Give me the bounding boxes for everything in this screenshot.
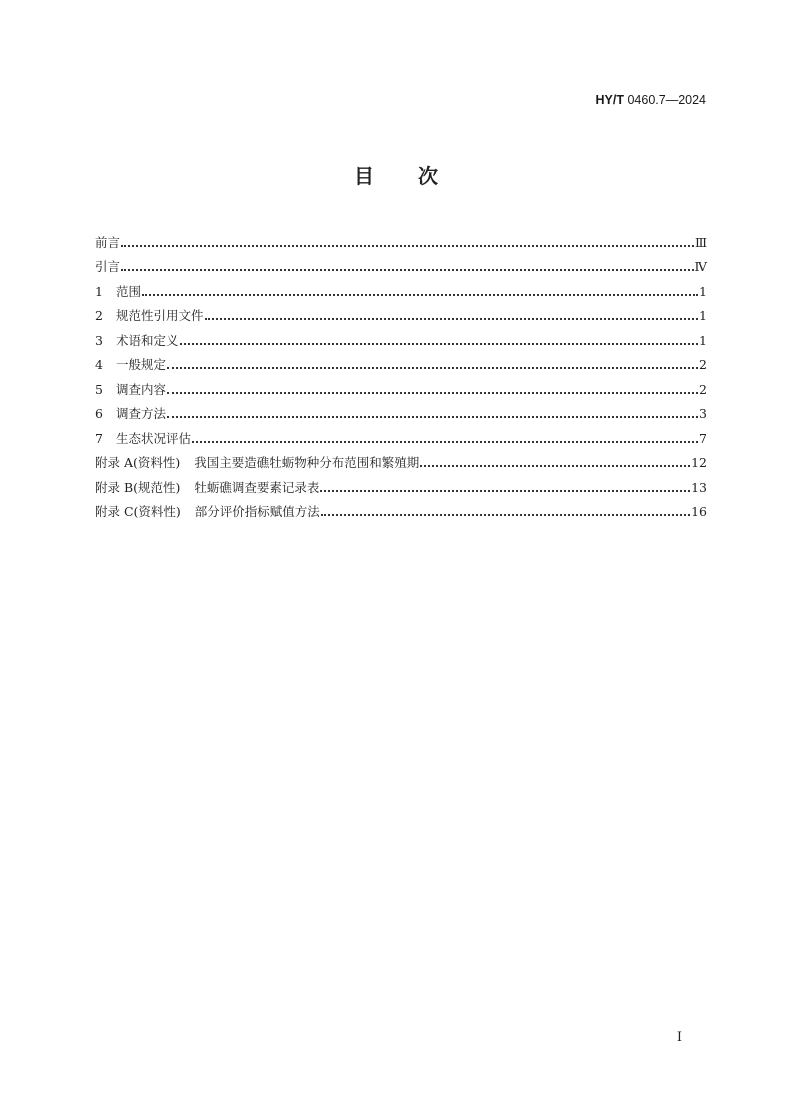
toc-entry-label xyxy=(95,455,419,471)
toc-entry-title: 引言 xyxy=(95,259,121,274)
toc-entry-label xyxy=(116,431,191,447)
toc-entry-page: 7 xyxy=(699,430,707,446)
toc-entry[interactable] xyxy=(95,447,707,472)
toc-entry[interactable] xyxy=(95,471,707,496)
page-folio: Ⅰ xyxy=(676,1030,682,1045)
toc-entry-title: 调查内容 xyxy=(116,381,167,397)
toc-entry-number: 2 xyxy=(95,308,103,323)
dot-leader xyxy=(121,269,693,271)
toc-entry-label xyxy=(116,382,166,398)
toc-entry-page: 2 xyxy=(699,357,707,372)
toc-title-part1: 目 xyxy=(354,164,374,188)
toc-entry-subtitle: 部分评价指标赋值方法 xyxy=(194,504,320,519)
toc-entry-page: 1 xyxy=(699,308,707,323)
toc-entry[interactable] xyxy=(95,496,707,521)
toc-entry-label xyxy=(116,406,166,422)
toc-title-part2: 次 xyxy=(418,164,438,188)
toc-title xyxy=(0,160,792,189)
dot-leader xyxy=(121,245,694,247)
toc-entry-label xyxy=(95,480,319,496)
toc-entry-page: 2 xyxy=(699,381,707,397)
toc-entry-number: 3 xyxy=(95,332,103,348)
toc-entry-page: 12 xyxy=(691,455,707,470)
toc-entry-number: 1 xyxy=(95,283,103,299)
toc-entry[interactable] xyxy=(95,226,707,251)
dot-leader xyxy=(320,490,690,492)
toc-entry-title: 附录 B(规范性) xyxy=(95,479,181,495)
toc-entry-title: 前言 xyxy=(95,234,121,250)
toc-entry-title: 术语和定义 xyxy=(116,332,179,348)
toc-entry-number: 6 xyxy=(95,406,103,421)
toc-entry-number: 7 xyxy=(95,430,103,446)
toc-entry[interactable] xyxy=(95,275,707,300)
toc-entry-subtitle: 牡蛎礁调查要素记录表 xyxy=(194,479,320,495)
toc-entry-label xyxy=(116,308,204,324)
dot-leader xyxy=(142,294,698,296)
toc-entry-label xyxy=(95,504,320,520)
toc-entry[interactable] xyxy=(95,398,707,423)
toc-entry-label xyxy=(116,357,166,373)
toc-entry[interactable] xyxy=(95,422,707,447)
toc-entry[interactable] xyxy=(95,349,707,374)
toc-entry-title: 一般规定 xyxy=(116,357,167,372)
dot-leader xyxy=(205,318,699,320)
toc-entry-title: 规范性引用文件 xyxy=(116,308,204,323)
dot-leader xyxy=(321,514,690,516)
toc-entry-subtitle: 我国主要造礁牡蛎物种分布范围和繁殖期 xyxy=(194,455,420,470)
toc-entry[interactable] xyxy=(95,373,707,398)
dot-leader xyxy=(167,392,698,394)
toc-entry[interactable] xyxy=(95,324,707,349)
toc-entry-page: 3 xyxy=(699,406,707,421)
dot-leader xyxy=(167,367,698,369)
toc-entry-page: 16 xyxy=(691,504,707,519)
toc-entry-page: 1 xyxy=(699,283,707,299)
toc-entry-title: 附录 A(资料性) xyxy=(95,455,181,470)
toc-entry-title: 生态状况评估 xyxy=(116,430,192,446)
toc-entry-title: 调查方法 xyxy=(116,406,167,421)
toc-entry-title: 范围 xyxy=(116,283,142,299)
toc-entry-page: Ⅲ xyxy=(694,234,707,250)
toc-entry-label xyxy=(116,333,179,349)
dot-leader xyxy=(192,441,698,443)
dot-leader xyxy=(180,343,699,345)
dot-leader xyxy=(167,416,698,418)
standard-code xyxy=(596,93,707,107)
toc-entry-label xyxy=(116,284,141,300)
toc-entry-title: 附录 C(资料性) xyxy=(95,504,181,519)
toc-entry-label xyxy=(95,235,120,251)
toc-entry-page: 13 xyxy=(691,479,707,495)
standard-code-prefix: HY/T xyxy=(595,93,624,107)
toc-entry-label xyxy=(95,259,120,275)
toc-entry-number: 4 xyxy=(95,357,103,372)
table-of-contents xyxy=(95,226,707,520)
toc-entry[interactable] xyxy=(95,251,707,276)
toc-entry-page: 1 xyxy=(699,332,707,348)
dot-leader xyxy=(420,465,690,467)
toc-entry-page: Ⅳ xyxy=(694,259,707,274)
standard-code-number: 0460.7—2024 xyxy=(623,93,706,107)
toc-entry-number: 5 xyxy=(95,381,103,397)
toc-entry[interactable] xyxy=(95,300,707,325)
